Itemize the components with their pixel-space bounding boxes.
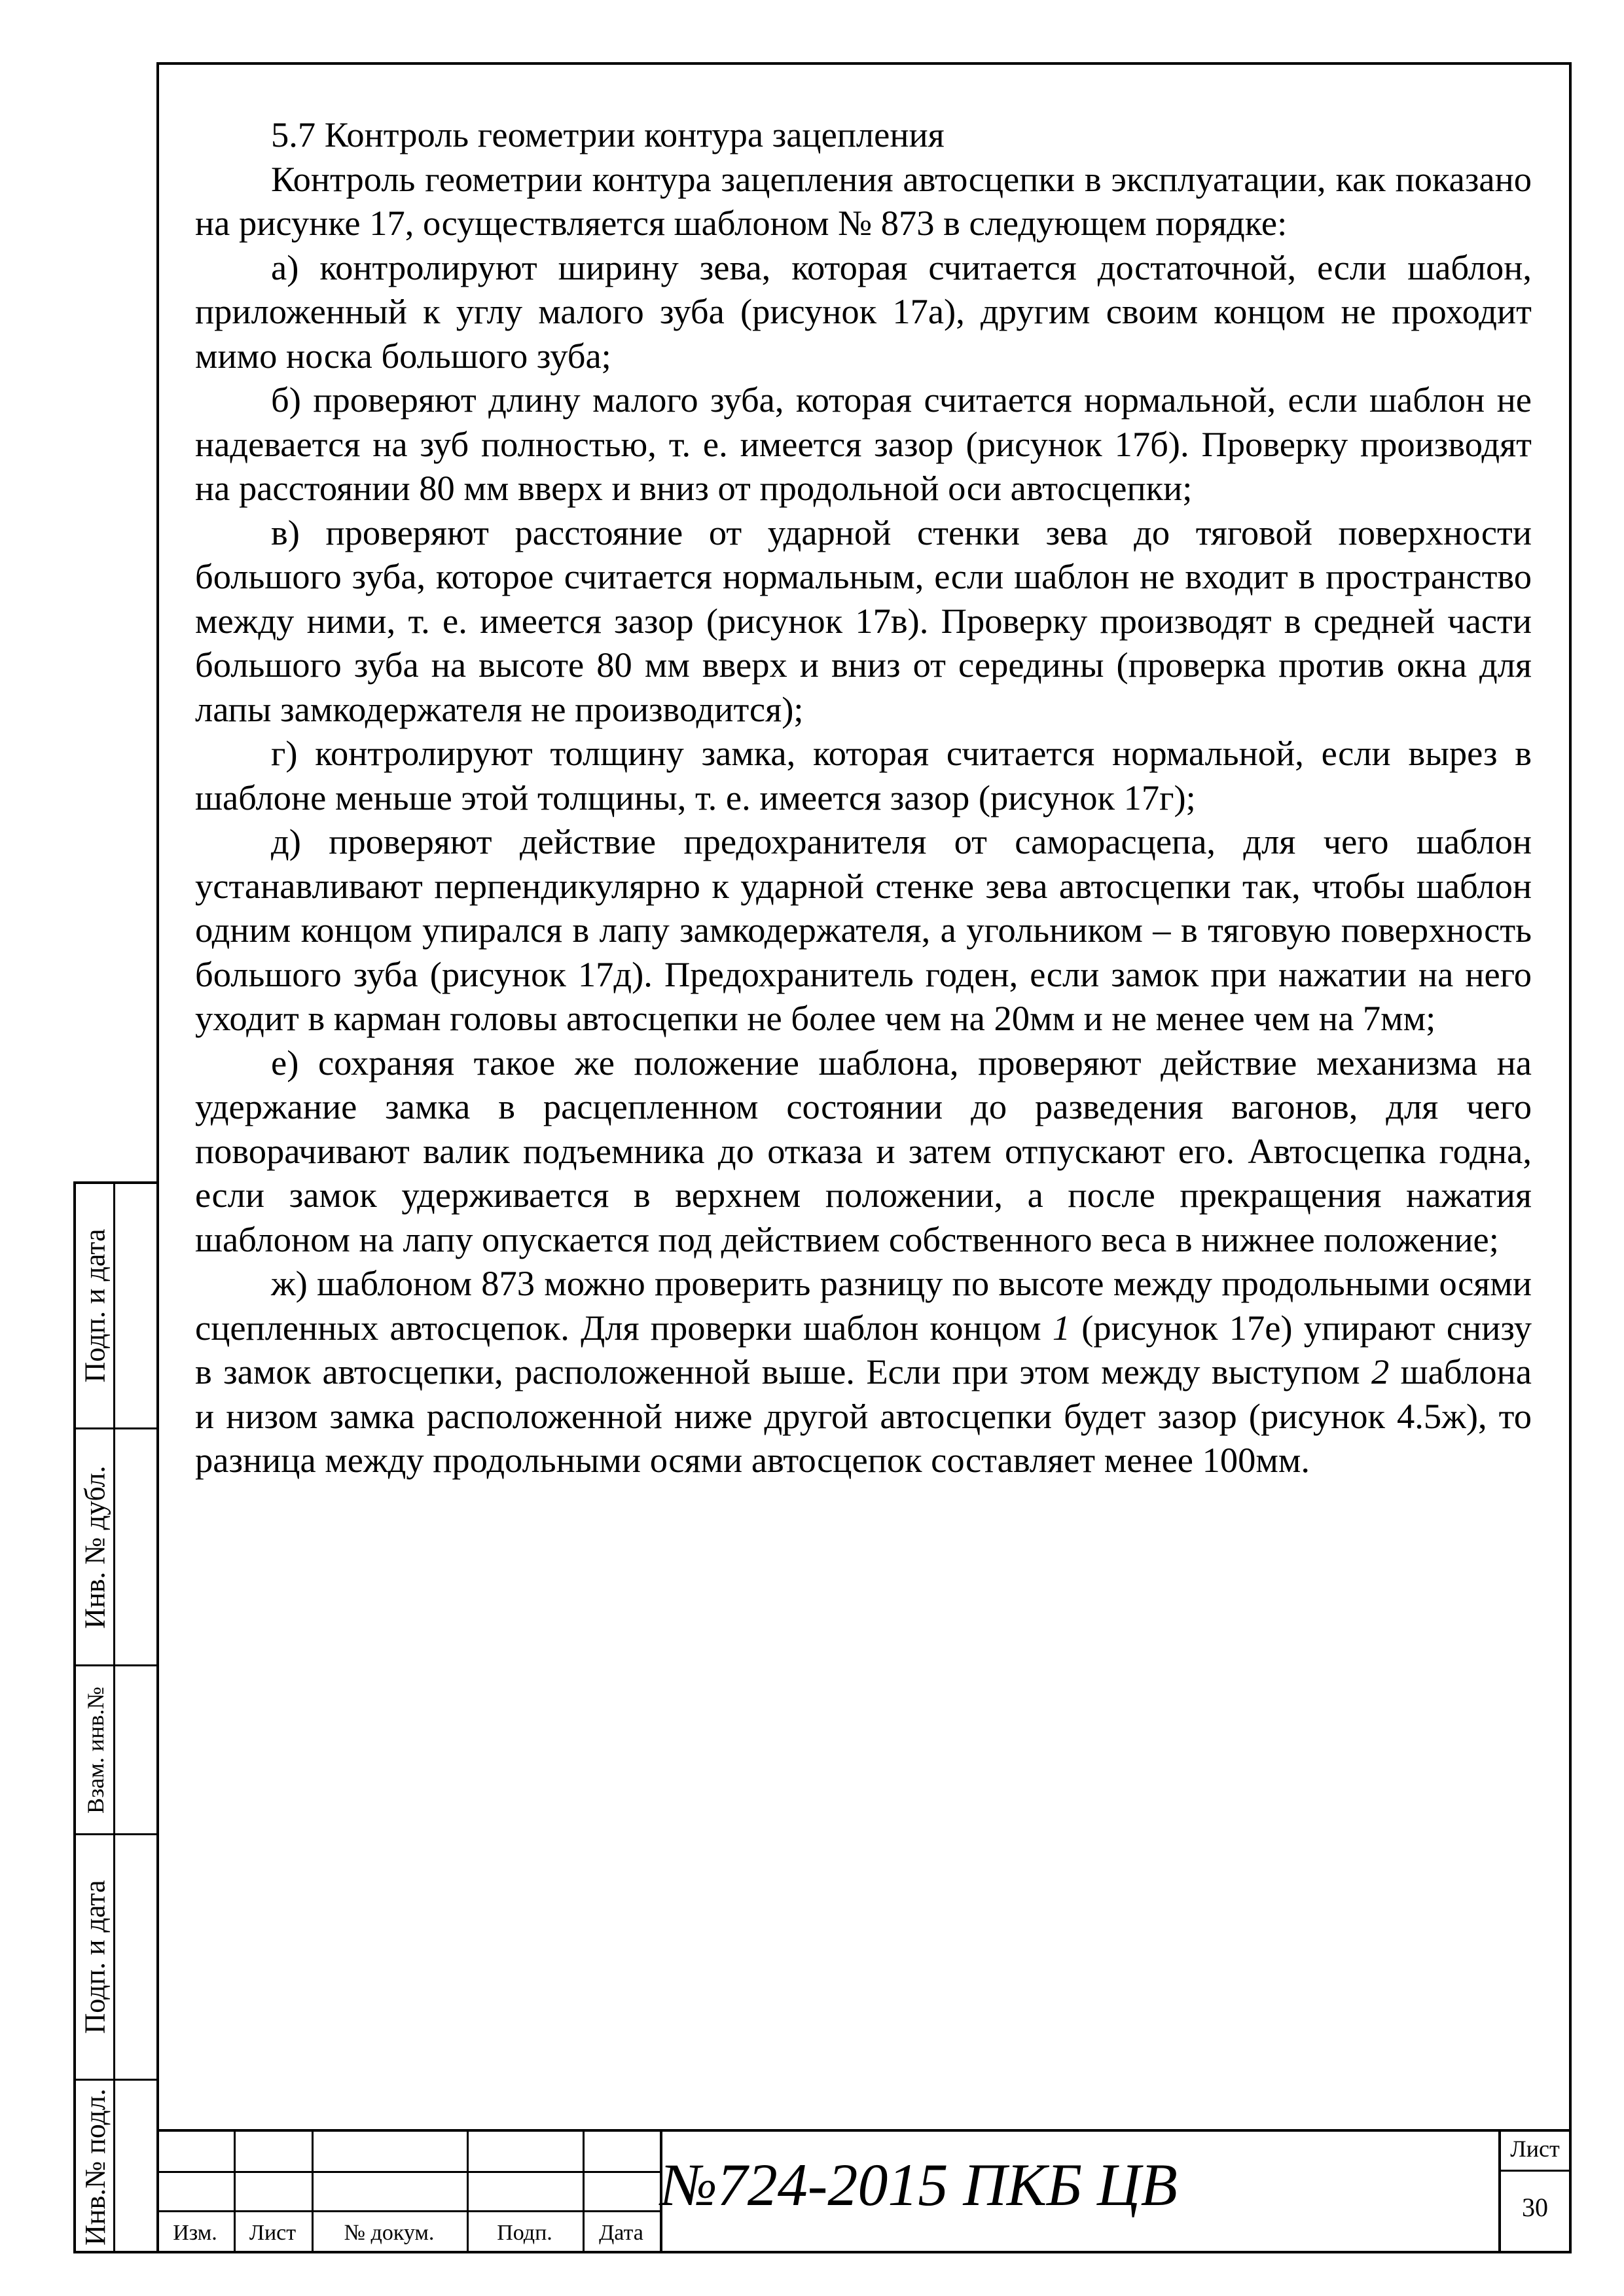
side-strip	[73, 1181, 156, 2253]
title-block	[156, 2129, 1572, 2253]
side-label-vzam-inv: Взам. инв.№	[82, 1686, 109, 1814]
document-body	[195, 113, 1532, 1482]
section-heading: 5.7 Контроль геометрии контура зацепления	[271, 115, 945, 154]
list-item-v: в) проверяют расстояние от ударной стенки зева до тяговой поверхности большого зуба, которое считается нормальным, если шаблон не входит в пространство между ними, т. е. имеется зазор (рисунок 17в). Проверку производят в средней части большого зуба на высоте 80 мм вверх и вниз от середины (проверка против окна для лапы замкодержателя не производится);	[195, 512, 1532, 729]
stamp-label-data: Дата	[599, 2221, 643, 2245]
side-cell-vzam-inv	[76, 1666, 156, 1835]
document-code: №724-2015 ПКБ ЦВ	[660, 2151, 1178, 2218]
stamp-label-podp: Подп.	[497, 2221, 552, 2245]
side-cell-inv-dubl	[76, 1429, 156, 1666]
side-label-podp-data-2: Подп. и дата	[79, 1880, 111, 2034]
stamp-label-n-dokum: № докум.	[344, 2221, 435, 2245]
list-item-b: б) проверяют длину малого зуба, которая считается нормальной, если шаблон не надевается на зуб полностью, т. е. имеется зазор (рисунок 17б). Проверку производят на расстоянии 80 мм вверх и вниз от продольной оси автосцепки;	[195, 380, 1532, 508]
item-zh-text-2: (рисунок 17е) упирают снизу в замок автосцепки, расположенной выше. Если при этом между выступом	[195, 1307, 1532, 1391]
side-label-inv-dubl: Инв. № дубл.	[79, 1465, 112, 1629]
list-item-e: е) сохраняя такое же положение шаблона, проверяют действие механизма на удержание замка в расцепленном состоянии до разведения вагонов, для чего поворачивают валик подъемника до отказа и затем отпускают его. Автосцепка годна, если замок удерживается в верхнем положении, а после прекращения нажатия шаблоном на лапу опускается под действием собственного веса в нижнее положение;	[195, 1042, 1532, 1259]
intro-paragraph: Контроль геометрии контура зацепления автосцепки в эксплуатации, как показано на рисунке 17, осуществляется шаблоном № 873 в следующем порядке:	[195, 158, 1532, 243]
side-cell-podp-data-2	[76, 1835, 156, 2081]
sheet-label: Лист	[1510, 2136, 1560, 2162]
list-item-zh	[195, 1261, 1532, 1482]
side-cell-inv-podl	[76, 2081, 156, 2253]
item-zh-text-3: шаблона и низом замка расположенной ниже другой автосцепки будет зазор (рисунок 4.5ж), то разница между продольными осями автосцепок составляет менее 100мм.	[195, 1352, 1532, 1480]
list-item-d: д) проверяют действие предохранителя от саморасцепа, для чего шаблон устанавливают перпендикулярно к ударной стенке зева автосцепки так, чтобы шаблон одним концом упирался в лапу замкодержателя, а угольником – в тяговую поверхность большого зуба (рисунок 17д). Предохранитель годен, если замок при нажатии на него уходит в карман головы автосцепки не более чем на 20мм и не менее чем на 7мм;	[195, 821, 1532, 1038]
item-zh-number-1: 1	[1052, 1307, 1071, 1348]
item-zh-text-1: ж) шаблоном 873 можно проверить разницу по высоте между продольными осями сцепленных автосцепок. Для проверки шаблон концом	[195, 1263, 1532, 1348]
list-item-a: а) контролируют ширину зева, которая считается достаточной, если шаблон, приложенный к углу малого зуба (рисунок 17а), другим своим концом не проходит мимо носка большого зуба;	[195, 247, 1532, 376]
item-zh-number-2: 2	[1371, 1352, 1390, 1391]
sheet-number: 30	[1522, 2193, 1548, 2222]
stamp-top-line	[156, 2129, 1572, 2132]
side-cell-podp-data-1	[76, 1184, 156, 1429]
stamp-label-izm: Изм.	[173, 2221, 217, 2245]
side-label-podp-data-1: Подп. и дата	[79, 1229, 111, 1383]
side-label-inv-podl: Инв.№ подл.	[79, 2089, 112, 2246]
list-item-g: г) контролируют толщину замка, которая считается нормальной, если вырез в шаблоне меньше этой толщины, т. е. имеется зазор (рисунок 17г);	[195, 733, 1532, 817]
stamp-label-list: Лист	[249, 2221, 297, 2245]
